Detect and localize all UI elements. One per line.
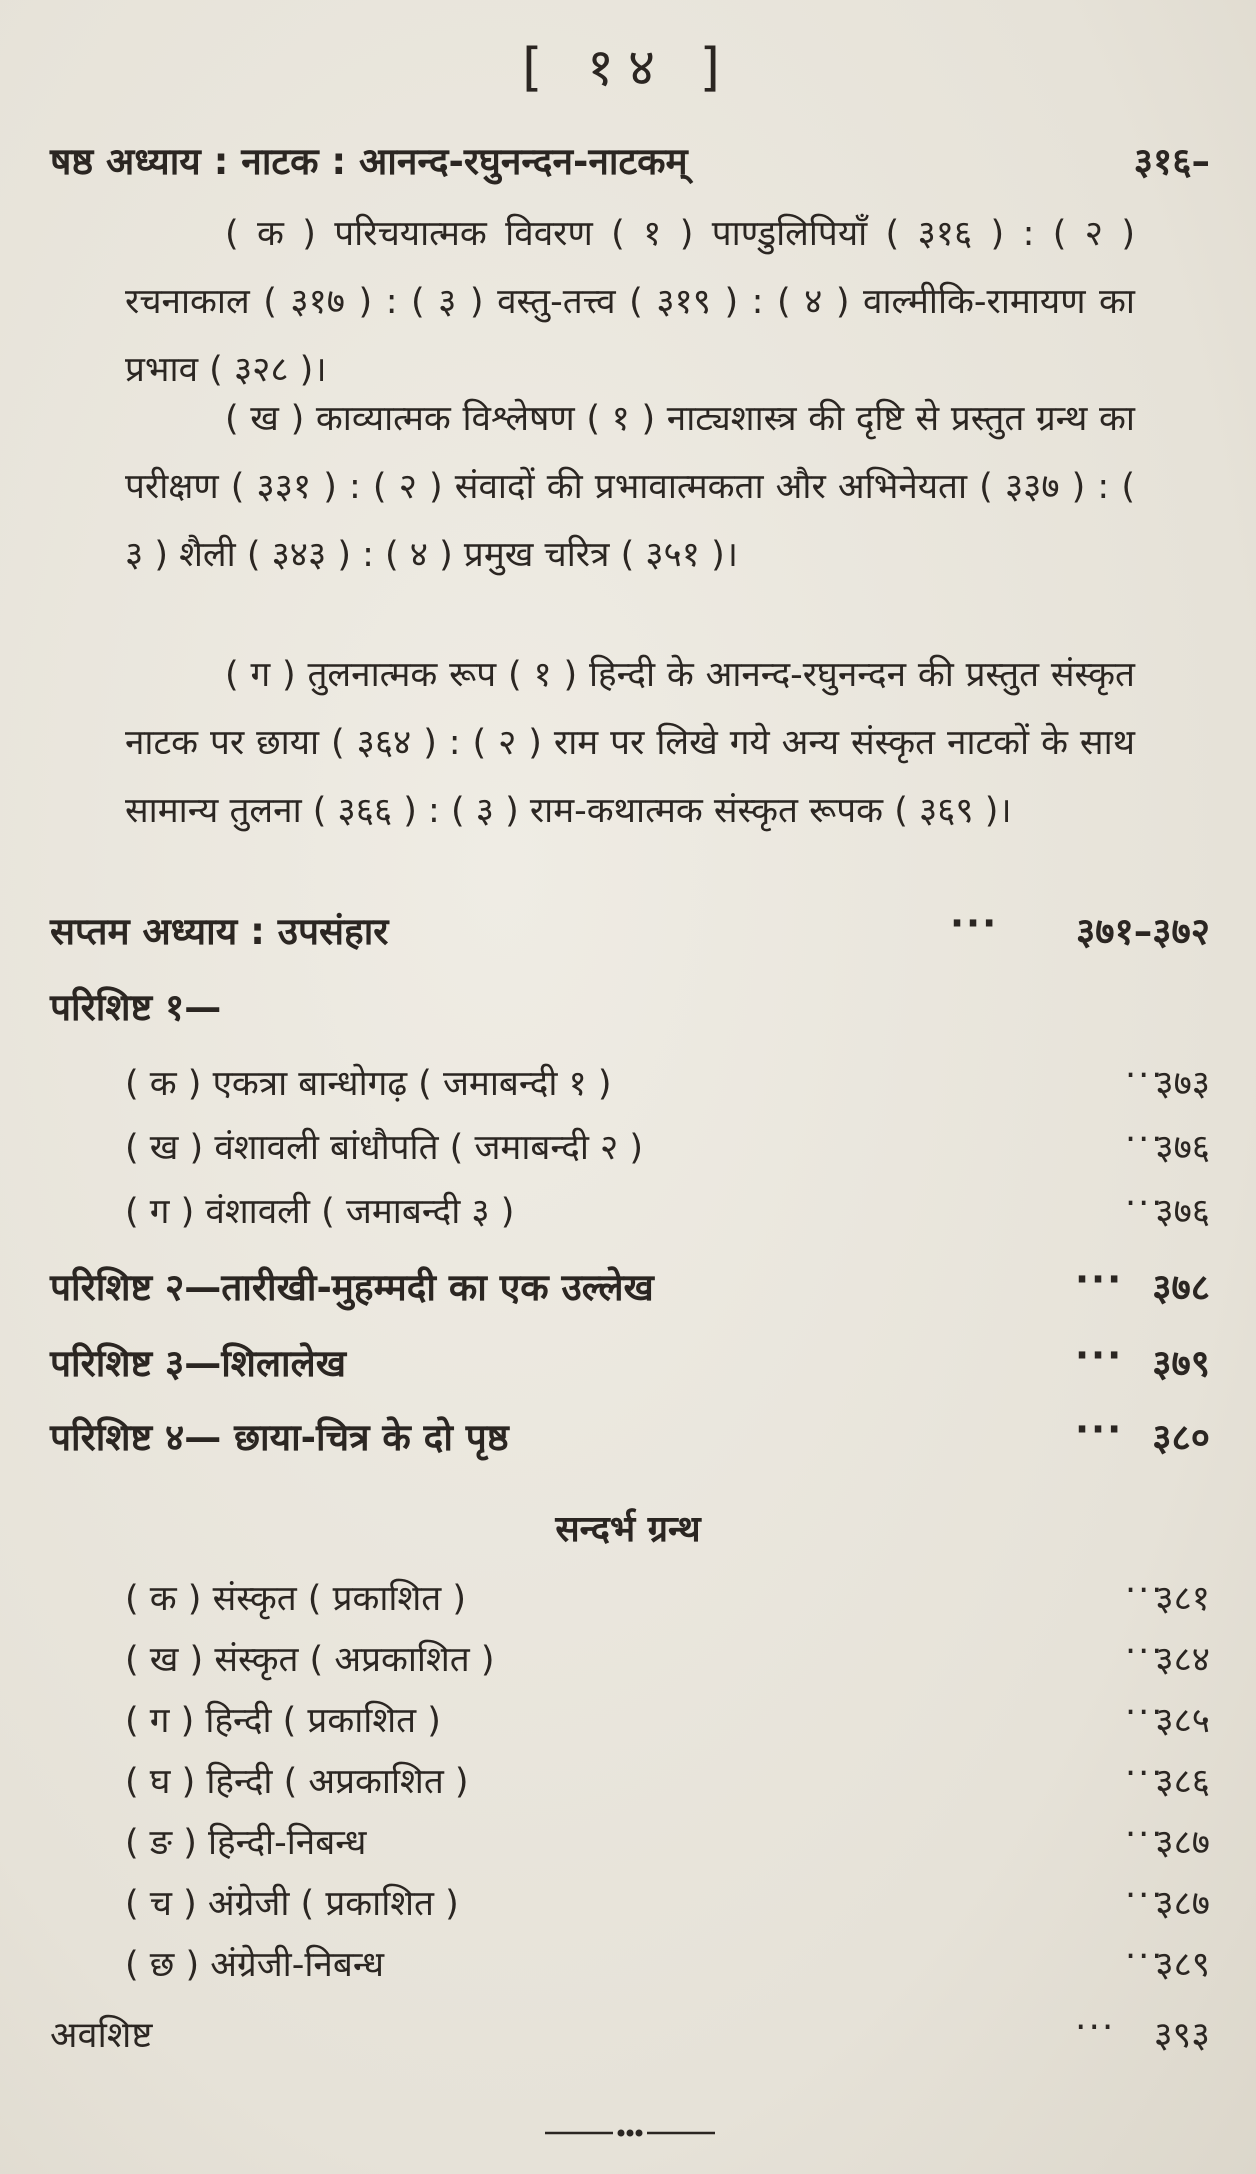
leader-dots: ··· <box>1075 1258 1124 1301</box>
residual-page: ३९३ <box>1153 2015 1210 2056</box>
toc-entry-label: ( ग ) हिन्दी ( प्रकाशित ) <box>125 1701 441 1741</box>
toc-entry-label: ( ख ) वंशावली बांधौपति ( जमाबन्दी २ ) <box>125 1128 643 1168</box>
chapter7-title: सप्तम अध्याय : उपसंहार <box>50 910 389 953</box>
toc-entry-page: ३७६ <box>1155 1192 1210 1232</box>
toc-entry <box>125 1184 1210 1240</box>
leader-dots: ··· <box>1125 1937 1165 1977</box>
toc-entry-label: ( ङ ) हिन्दी-निबन्ध <box>125 1823 367 1863</box>
toc-entry-page: ३८५ <box>1155 1701 1210 1741</box>
toc-entry-label: ( छ ) अंग्रेजी-निबन्ध <box>125 1945 385 1985</box>
toc-entry <box>125 1120 1210 1176</box>
end-ornament-rule <box>545 2122 715 2144</box>
appendix2-heading <box>50 1258 1210 1318</box>
chapter6-page: ३१६– <box>1133 140 1210 183</box>
toc-entry-page: ३८६ <box>1155 1762 1210 1802</box>
leader-dots: ··· <box>1125 1754 1165 1794</box>
leader-dots: ··· <box>1125 1056 1165 1096</box>
leader-dots: ··· <box>1125 1693 1165 1733</box>
chapter6-section-g: ( ग ) तुलनात्मक रूप ( १ ) हिन्दी के आनन्द-रघुनन्दन की प्रस्तुत संस्कृत नाटक पर छाया ( ३६४ ) : ( २ ) राम पर लिखे गये अन्य संस्कृत नाटकों के साथ सामान्य तुलना ( ३६६ ) : ( ३ ) राम-कथात्मक संस्कृत रूपक ( ३६९ )। <box>125 655 1135 831</box>
toc-entry-label: ( क ) एकत्रा बान्धोगढ़ ( जमाबन्दी १ ) <box>125 1064 612 1104</box>
leader-dots: ··· <box>1125 1184 1165 1224</box>
appendix4-heading <box>50 1408 1210 1468</box>
toc-entry-page: ३८४ <box>1155 1640 1210 1680</box>
toc-entry-page: ३७३ <box>1155 1064 1210 1104</box>
toc-entry <box>125 1571 1210 1627</box>
appendix4-title: परिशिष्ट ४— छाया-चित्र के दो पृष्ठ <box>50 1416 509 1459</box>
toc-entry-label: ( ग ) वंशावली ( जमाबन्दी ३ ) <box>125 1192 515 1232</box>
page-number: [ १४ ] <box>522 38 734 98</box>
toc-entry-label: ( च ) अंग्रेजी ( प्रकाशित ) <box>125 1884 459 1924</box>
leader-dots: ··· <box>1075 1408 1124 1451</box>
chapter6-section-kh: ( ख ) काव्यात्मक विश्लेषण ( १ ) नाट्यशास्त्र की दृष्टि से प्रस्तुत ग्रन्थ का परीक्षण ( ३३१ ) : ( २ ) संवादों की प्रभावात्मकता और अभिनेयता ( ३३७ ) : ( ३ ) शैली ( ३४३ ) : ( ४ ) प्रमुख चरित्र ( ३५१ )। <box>125 399 1135 575</box>
appendix3-heading <box>50 1334 1210 1394</box>
toc-entry <box>125 1815 1210 1871</box>
toc-entry-page: ३८१ <box>1155 1579 1210 1619</box>
references-heading: सन्दर्भ ग्रन्थ <box>555 1509 701 1550</box>
toc-entry <box>125 1876 1210 1932</box>
appendix2-page: ३७८ <box>1152 1266 1210 1309</box>
chapter7-page: ३७१–३७२ <box>1076 910 1210 953</box>
toc-entry <box>125 1754 1210 1810</box>
appendix2-title: परिशिष्ट २—तारीखी-मुहम्मदी का एक उल्लेख <box>50 1266 654 1309</box>
residual-heading <box>50 2006 1210 2066</box>
toc-entry-label: ( ख ) संस्कृत ( अप्रकाशित ) <box>125 1640 495 1680</box>
chapter6-section-k: ( क ) परिचयात्मक विवरण ( १ ) पाण्डुलिपियाँ ( ३१६ ) : ( २ ) रचनाकाल ( ३१७ ) : ( ३ ) वस्तु-तत्त्व ( ३१९ ) : ( ४ ) वाल्मीकि-रामायण का प्रभाव ( ३२८ )। <box>125 214 1135 390</box>
residual-title: अवशिष्ट <box>50 2015 153 2056</box>
chapter7-heading <box>50 902 1210 962</box>
toc-entry <box>125 1056 1210 1112</box>
toc-entry-label: ( घ ) हिन्दी ( अप्रकाशित ) <box>125 1762 469 1802</box>
appendix3-page: ३७९ <box>1152 1342 1210 1385</box>
appendix4-page: ३८० <box>1152 1416 1210 1459</box>
toc-entry <box>125 1937 1210 1993</box>
toc-entry-page: ३८७ <box>1155 1884 1210 1924</box>
leader-dots: ··· <box>1125 1632 1165 1672</box>
toc-entry-page: ३७६ <box>1155 1128 1210 1168</box>
toc-entry-page: ३८७ <box>1155 1823 1210 1863</box>
leader-dots: ··· <box>1125 1571 1165 1611</box>
leader-dots: ··· <box>1125 1876 1165 1916</box>
toc-entry <box>125 1632 1210 1688</box>
leader-dots: ··· <box>1125 1815 1165 1855</box>
chapter6-heading <box>50 132 1210 192</box>
leader-dots: ··· <box>950 902 999 945</box>
leader-dots: ··· <box>1075 2007 1116 2048</box>
appendix1-heading <box>50 978 1210 1038</box>
toc-entry-page: ३८९ <box>1155 1945 1210 1985</box>
appendix3-title: परिशिष्ट ३—शिलालेख <box>50 1342 346 1385</box>
toc-entry <box>125 1693 1210 1749</box>
chapter6-title: षष्ठ अध्याय : नाटक : आनन्द-रघुनन्दन-नाटकम् <box>50 140 688 183</box>
appendix1-title: परिशिष्ट १— <box>50 986 222 1029</box>
leader-dots: ··· <box>1125 1120 1165 1160</box>
leader-dots: ··· <box>1075 1334 1124 1377</box>
toc-entry-label: ( क ) संस्कृत ( प्रकाशित ) <box>125 1579 467 1619</box>
